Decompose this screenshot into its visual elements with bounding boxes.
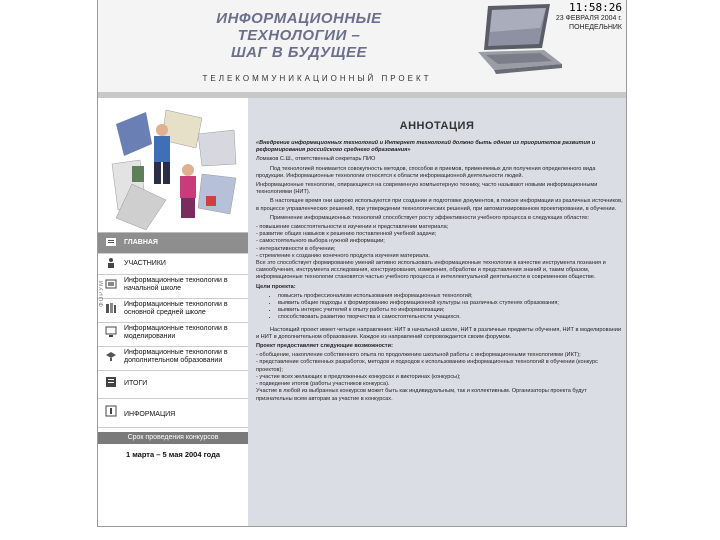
home-icon (105, 236, 117, 248)
sidebar (98, 98, 248, 526)
site-title (194, 10, 404, 61)
paragraph: Под технологией понимается совокупность методов, способов и приемов, применяемых для получения определенного вида продукции. Информационные технологии относятся к области информационной деятельности людей. (256, 165, 596, 179)
paragraph: Все это способствует формированию умений активно использовать информационные технологии в качестве инструмента познания и самообучения, инструмента исследования, конструирования, измерения, обработки и представления знаний и, таким образом, информационные технологии становятся частью учебного процесса и интеллектуальной деятельности в современном обществе. (256, 260, 606, 281)
list-item: - стремление к созданию конечного продукта изучения материала. (256, 252, 430, 259)
list-item: - представление собственных разработок, методов и подходов к использованию информационных технологий в обучении (конкурс проектов); (256, 359, 598, 373)
nav-item-label: Информационные технологии в дополнительном образовании (124, 349, 228, 364)
site-title-line-1: ИНФОРМАЦИОННЫЕ (216, 10, 382, 27)
list-item: Участие в любой из выбранных конкурсов может быть как индивидуальным, так и коллективным. Организаторы проекта будут признательны всем авторам за участие в конкурсах. (256, 388, 587, 402)
site-title-line-2: ТЕХНОЛОГИИ – (237, 27, 361, 44)
annotation-text (256, 140, 624, 403)
weekday-text: ПОНЕДЕЛЬНИК (569, 24, 622, 31)
paragraph: В настоящее время они широко используются при создании и подготовке документов, в поиске информации из различных источников, в процессе управленческих решений, при утверждении технологических решений, при автоматизированном проектировании, в обучении. (256, 198, 623, 212)
list-item: • выявить общие подходы к формированию информационной культуры на различных ступенях образования; (278, 300, 624, 307)
list-item: - участие всех желающих в предложенных конкурсах и викторинах (конкурсы); (256, 373, 461, 380)
list-item: - подведение итогов (работы участников конкурса). (256, 381, 390, 388)
page-title: АННОТАЦИЯ (399, 120, 475, 132)
nav-item-secondary-school[interactable] (98, 299, 248, 323)
list-item: - развитие общих навыков к решению поставленной учебной задачи; (256, 231, 437, 238)
goals-title-text: Цели проекта: (256, 283, 296, 290)
contest-dates: 1 марта – 5 мая 2004 года (125, 450, 221, 459)
list-item: • способствовать развитию творчества и самостоятельности учащихся. (278, 314, 624, 321)
nav-item-information[interactable] (98, 399, 248, 428)
contest-period-title: Срок проведения конкурсов (98, 432, 248, 444)
nav-item-label: Информационные технологии в основной средней школе (124, 301, 228, 316)
nav-item-label: ИТОГИ (124, 380, 148, 387)
list-item: - обобщение, накопление собственного опыта по продолжению школьной работы с информационными технологиями (ИКТ); (256, 352, 581, 359)
info-icon (105, 405, 117, 417)
nav-item-results[interactable] (98, 370, 248, 399)
results-icon (105, 376, 117, 388)
list-item: - повышение самостоятельности в изучении и представлении материала; (256, 224, 449, 231)
goals-title (256, 284, 624, 291)
list-item: - интерактивности в обучении; (256, 245, 336, 252)
people-collage-image (106, 104, 242, 232)
date-text: 23 ФЕВРАЛЯ 2004 г. (555, 15, 622, 22)
school-icon (105, 278, 117, 290)
laptop-icon (474, 2, 564, 76)
people-icon (105, 257, 117, 269)
nav-item-additional-education[interactable] (98, 347, 248, 371)
nav-item-label: Информационные технологии в моделировании (124, 325, 228, 340)
nav-item-participants[interactable] (98, 254, 248, 275)
offer-title (256, 343, 624, 350)
date-display (556, 14, 622, 32)
nav-item-home[interactable] (98, 233, 248, 254)
epigraph-quote: «Внедрение информационных технологий и Интернет технологий должно быть одним из приоритетов развития и реформирования российского среднего образования» (256, 140, 596, 154)
nav-menu-secondary (98, 370, 248, 428)
site-title-line-3: ШАГ В БУДУЩЕЕ (230, 44, 368, 61)
nav-item-label: ИНФОРМАЦИЯ (124, 411, 176, 418)
books-icon (105, 302, 117, 314)
model-icon (105, 326, 117, 338)
nav-item-label: УЧАСТНИКИ (124, 260, 166, 267)
goals-list (256, 293, 624, 322)
site-header (98, 0, 626, 92)
forum-vertical-label: ФОРУМ (99, 280, 105, 307)
list-item: • повысить профессионализм использования информационных технологий; (278, 293, 624, 300)
paragraph: Применение информационных технологий способствует росту эффективности учебного процесса в следующих областях: (270, 214, 590, 221)
nav-item-modeling[interactable] (98, 323, 248, 347)
education-icon (105, 350, 117, 362)
list-item: • выявить интерес учителей к опыту работы по информатизации; (278, 307, 624, 314)
offer-title-text: Проект предоставляет следующие возможности: (256, 343, 393, 350)
nav-item-label: Информационные технологии в начальной школе (124, 277, 228, 292)
page-frame (97, 0, 627, 527)
site-tagline: ТЕЛЕКОММУНИКАЦИОННЫЙ ПРОЕКТ (202, 74, 432, 83)
nav-menu (98, 232, 248, 371)
epigraph-author: Ломаков С.Ш., ответственный секретарь ПИО (256, 156, 376, 163)
nav-item-label: ГЛАВНАЯ (124, 239, 158, 246)
paragraph: Настоящий проект имеет четыре направления: НИТ в начальной школе, НИТ в различные предметы обучения, НИТ в моделировании и НИТ в дополнительном образовании. Каждое из направлений сопровождается своим форумом. (256, 326, 622, 340)
main-content (248, 98, 626, 526)
list-item: - самостоятельного выбора нужной информации; (256, 238, 385, 245)
nav-item-primary-school[interactable] (98, 275, 248, 299)
paragraph: Информационные технологии, опирающиеся на современную компьютерную технику, часто называют новыми информационными технологиями (НИТ). (256, 182, 598, 196)
clock-display: 11:58:26 (569, 1, 622, 14)
